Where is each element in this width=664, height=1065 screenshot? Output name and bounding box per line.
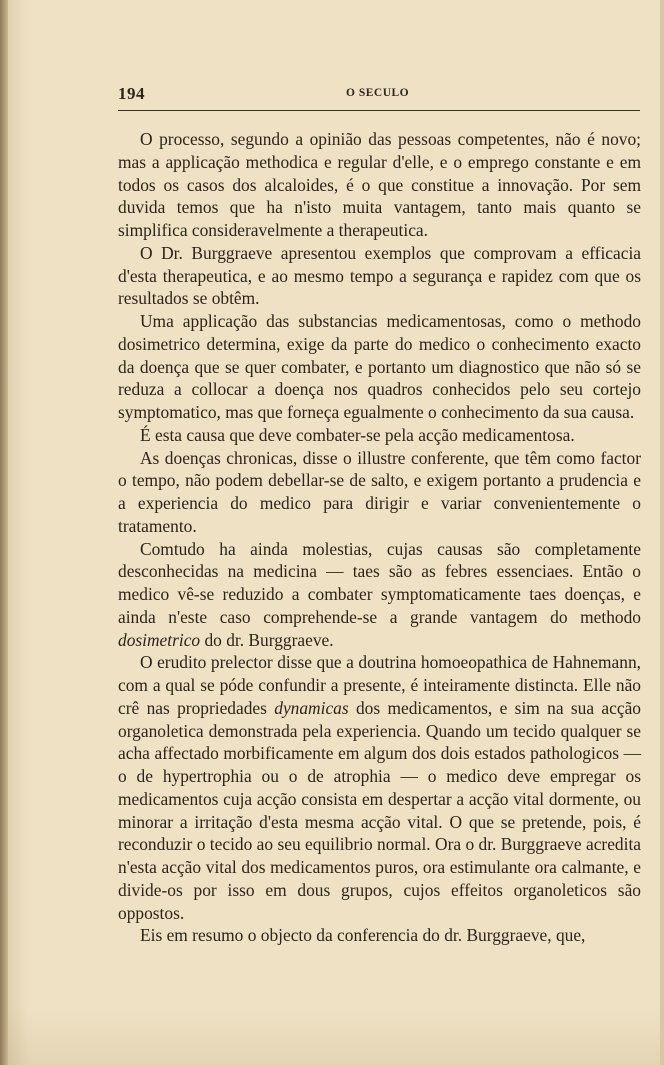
page-right-edge: [660, 0, 664, 1065]
book-gutter-edge: [0, 0, 8, 1065]
paragraph-text: O erudito prelector disse que a doutrina homoeopathica de Hahnemann, com a qual se póde confundir a presente, é inteiramente distincta. Elle não crê nas propriedades: [118, 652, 641, 718]
paragraph-7: [118, 651, 641, 924]
paragraph-text: Eis em resumo o objecto da conferencia do dr. Burggraeve, que,: [140, 925, 586, 946]
header-rule: [118, 110, 640, 111]
page-header: [118, 84, 640, 108]
page-number: 194: [118, 84, 145, 103]
paragraph-text: O Dr. Burggraeve apresentou exemplos que comprovam a efficacia d'esta therapeutica, e ao mesmo tempo a segurança e rapidez com que os resultados se obtêm.: [118, 242, 641, 309]
running-head: O SECULO: [346, 87, 410, 99]
paragraph-text: O processo, segundo a opinião das pessoas competentes, não é novo; mas a applicação methodica e regular d'elle, e o emprego constante e em todos os casos dos alcaloides, é o que constitue a innovação. Por sem duvida temos que ha n'isto muita vantagem, tanto mais quanto se simplifica consideravelmente a therapeutica.: [118, 129, 641, 240]
paragraph-text: Uma applicação das substancias medicamentosas, como o methodo dosimetrico determina, exige da parte do medico o conhecimento exacto da doença que se quer combater, e portanto um diagnostico que não só se reduza a collocar a doença nos quadros conhecidos pelo seu cortejo symptomatico, mas que forneça egualmente o conhecimento da sua causa.: [118, 311, 641, 422]
paragraph-3: [118, 310, 641, 424]
paragraph-text: dos medicamentos, e sim na sua acção organoletica demonstrada pela experiencia. Quando um tecido qualquer se acha affectado morbificamente em algum dos dois estados pathologicos — o de hypertrophia ou o de atrophia — o medico deve empregar os medicamentos cuja acção consista em despertar a acção vital dormente, ou minorar a irritação d'esta mesma acção vital. O que se pretende, pois, é reconduzir o tecido ao seu equilibrio normal. Ora o dr. Burggraeve acredita n'esta acção vital dos medicamentos puros, ora estimulante ora calmante, e divide-os por isso em dous grupos, cujos effeitos organoleticos são oppostos.: [118, 697, 641, 923]
paragraph-1: [118, 128, 641, 242]
italic-term: dynamicas: [274, 697, 349, 718]
paragraph-text: É esta causa que deve combater-se pela acção medicamentosa.: [140, 424, 575, 445]
paragraph-text: As doenças chronicas, disse o illustre conferente, que têm como factor o tempo, não podem debellar-se de salto, e exigem portanto a prudencia e a experiencia do medico para dirigir e variar convenientemente o tratamento.: [118, 447, 641, 536]
article-body: [118, 128, 641, 947]
paragraph-2: [118, 242, 641, 310]
paragraph-4: [118, 424, 641, 447]
paragraph-5: [118, 447, 641, 538]
paragraph-text: do dr. Burggraeve.: [200, 629, 334, 650]
italic-term: dosimetrico: [118, 629, 201, 650]
paragraph-text: Comtudo ha ainda molestias, cujas causas são completamente desconhecidas na medicina — taes são as febres essenciaes. Então o medico vê-se reduzido a combater symptomaticamente taes doenças, e ainda n'este caso comprehende-se a grande vantagem do methodo: [118, 538, 641, 627]
paragraph-8: [118, 924, 641, 947]
paragraph-6: [118, 538, 641, 652]
